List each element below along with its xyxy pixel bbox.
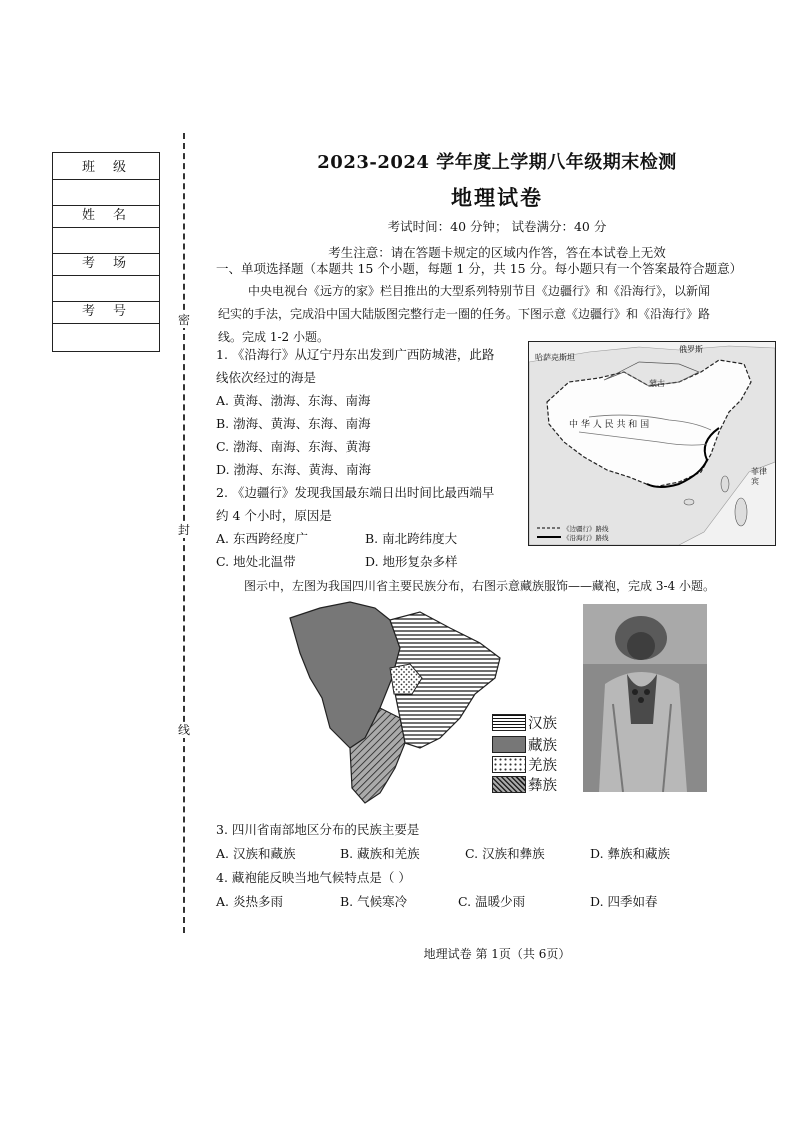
map-label-russia: 俄罗斯 [679, 345, 703, 354]
name-label: 姓名 [53, 205, 159, 228]
question-1-option-a: A. 黄海、渤海、东海、南海 [216, 393, 371, 408]
question-1-line-1: 1. 《沿海行》从辽宁丹东出发到广西防城港，此路 [216, 347, 495, 362]
map-legend-border-route: 《边疆行》路线 [563, 525, 609, 533]
exam-number-label: 考号 [53, 301, 159, 324]
map-legend-coast-route: 《沿海行》路线 [563, 534, 609, 542]
intro-line-1: 中央电视台《远方的家》栏目推出的大型系列特别节目《边疆行》和《沿海行》，以新闻 [248, 284, 711, 298]
subject-title: 地理试卷 [451, 185, 543, 210]
class-label: 班级 [53, 157, 159, 180]
map-label-china: 中 华 人 民 共 和 国 [569, 420, 650, 430]
candidate-info-box [52, 152, 160, 352]
question-3: 3. 四川省南部地区分布的民族主要是 [216, 822, 420, 837]
legend-qiang-swatch [492, 756, 526, 773]
question-2-option-b: B. 南北跨纬度大 [365, 531, 458, 546]
question-1-option-c: C. 渤海、南海、东海、黄海 [216, 439, 371, 454]
exam-notice: 考生注意：请在答题卡规定的区域内作答，答在本试卷上无效 [328, 245, 666, 260]
map-label-kazakhstan: 哈萨克斯坦 [535, 353, 575, 362]
sichuan-ethnic-map [280, 598, 570, 808]
class-blank [53, 181, 159, 206]
binding-line-mark: 线 [177, 723, 190, 737]
question-3-option-c: C. 汉族和彝族 [465, 846, 545, 861]
exam-info: 考试时间：40 分钟； 试卷满分：40 分 [387, 219, 607, 234]
question-3-option-b: B. 藏族和羌族 [340, 846, 420, 861]
question-2-line-2: 约 4 个小时，原因是 [216, 508, 332, 523]
question-3-option-a: A. 汉族和藏族 [216, 846, 296, 861]
question-3-option-d: D. 彝族和藏族 [590, 846, 671, 861]
legend-han-swatch [492, 714, 526, 731]
map-label-philippines: 菲律宾 [751, 467, 767, 486]
question-2-line-1: 2. 《边疆行》发现我国最东端日出时间比最西端早 [216, 485, 495, 500]
question-2-option-c: C. 地处北温带 [216, 554, 296, 569]
question-4-option-b: B. 气候寒冷 [340, 894, 408, 909]
legend-tibetan-swatch [492, 736, 526, 753]
binding-close-mark: 封 [177, 523, 190, 537]
legend-tibetan-label: 藏族 [528, 738, 557, 754]
legend-qiang-label: 羌族 [528, 758, 557, 774]
exam-room-blank [53, 277, 159, 302]
tibetan-robe-photo-drawing [583, 604, 707, 792]
route-map [528, 341, 776, 546]
intro-line-3: 线。完成 1-2 小题。 [218, 330, 329, 344]
exam-room-label: 考场 [53, 253, 159, 276]
tibetan-robe-photo [583, 604, 707, 792]
section-heading: 一、单项选择题（本题共 15 个小题，每题 1 分，共 15 分。每小题只有一个答案最符合题意） [216, 261, 743, 276]
sichuan-map-drawing [280, 598, 570, 808]
question-2-option-a: A. 东西跨经度广 [216, 531, 308, 546]
page-footer: 地理试卷 第 1页（共 6页） [423, 947, 571, 961]
question-1-option-b: B. 渤海、黄海、东海、南海 [216, 416, 371, 431]
legend-yi-label: 彝族 [528, 778, 557, 794]
question-4-option-a: A. 炎热多雨 [216, 894, 283, 909]
legend-yi-swatch [492, 776, 526, 793]
map-label-mongolia: 蒙古 [649, 379, 665, 388]
route-map-drawing [529, 342, 775, 545]
question-4-option-d: D. 四季如春 [590, 894, 658, 909]
exam-title: 2023-2024 学年度上学期八年级期末检测 [317, 152, 677, 173]
exam-number-blank [53, 325, 159, 349]
question-1-line-2: 线依次经过的海是 [216, 370, 317, 385]
intro-3-4: 图示中，左图为我国四川省主要民族分布，右图示意藏族服饰——藏袍，完成 3-4 小题。 [244, 579, 715, 593]
binding-seal-mark: 密 [177, 313, 190, 327]
question-2-option-d: D. 地形复杂多样 [365, 554, 458, 569]
question-4: 4. 藏袍能反映当地气候特点是（ ） [216, 870, 411, 885]
legend-han-label: 汉族 [528, 716, 557, 732]
question-4-option-c: C. 温暖少雨 [458, 894, 526, 909]
intro-line-2: 纪实的手法，完成沿中国大陆版图完整行走一圈的任务。下图示意《边疆行》和《沿海行》路 [218, 307, 711, 321]
name-blank [53, 229, 159, 254]
question-1-option-d: D. 渤海、东海、黄海、南海 [216, 462, 372, 477]
